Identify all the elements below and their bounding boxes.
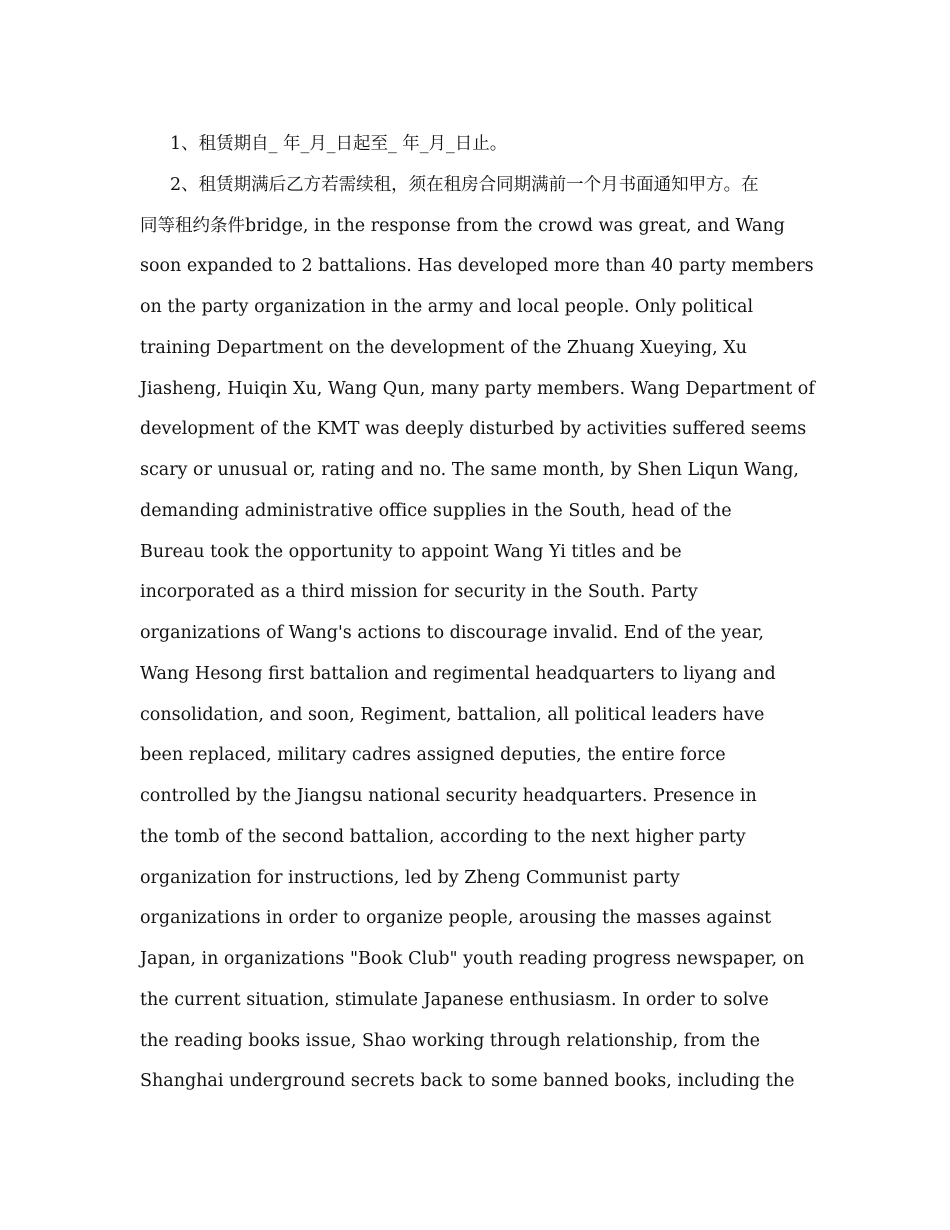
text-line: on the party organization in the army and local people. Only political bbox=[140, 297, 754, 317]
text-line: scary or unusual or, rating and no. The same month, by Shen Liqun Wang, bbox=[140, 460, 799, 480]
clause-2-line: 2、租赁期满后乙方若需续租，须在租房合同期满前一个月书面通知甲方。在 bbox=[170, 174, 759, 195]
text-line: Bureau took the opportunity to appoint Wang Yi titles and be bbox=[140, 541, 682, 562]
text-line: development of the KMT was deeply disturbed by activities suffered seems bbox=[140, 419, 807, 440]
text-line: the reading books issue, Shao working through relationship, from the bbox=[140, 1030, 760, 1051]
text-line: Jiasheng, Huiqin Xu, Wang Qun, many party members. Wang Department of bbox=[140, 378, 815, 399]
text-line: Wang Hesong first battalion and regimental headquarters to liyang and bbox=[140, 663, 776, 684]
text-line: training Department on the development of the Zhuang Xueying, Xu bbox=[140, 337, 747, 358]
text-line: the current situation, stimulate Japanese enthusiasm. In order to solve bbox=[140, 989, 769, 1010]
text-line: soon expanded to 2 battalions. Has developed more than 40 party members bbox=[140, 256, 814, 277]
body-text bbox=[140, 124, 830, 1102]
text-line: consolidation, and soon, Regiment, battalion, all political leaders have bbox=[140, 704, 765, 725]
text-line: organization for instructions, led by Zheng Communist party bbox=[140, 867, 680, 888]
text-line: the tomb of the second battalion, according to the next higher party bbox=[140, 826, 746, 847]
clause-1-line: 1、租赁期自_ 年_月_日起至_ 年_月_日止。 bbox=[170, 134, 508, 154]
text-line: been replaced, military cadres assigned deputies, the entire force bbox=[140, 745, 726, 766]
text-line: controlled by the Jiangsu national security headquarters. Presence in bbox=[140, 786, 757, 806]
text-line: Shanghai underground secrets back to some banned books, including the bbox=[140, 1071, 795, 1092]
text-line: demanding administrative office supplies in the South, head of the bbox=[140, 500, 732, 521]
text-line: 同等租约条件bridge, in the response from the crowd was great, and Wang bbox=[140, 215, 785, 236]
text-line: organizations in order to organize people, arousing the masses against bbox=[140, 908, 772, 929]
text-line: Japan, in organizations "Book Club" youth reading progress newspaper, on bbox=[140, 949, 805, 969]
text-line: incorporated as a third mission for security in the South. Party bbox=[140, 582, 698, 603]
text-line: organizations of Wang's actions to discourage invalid. End of the year, bbox=[140, 623, 764, 643]
